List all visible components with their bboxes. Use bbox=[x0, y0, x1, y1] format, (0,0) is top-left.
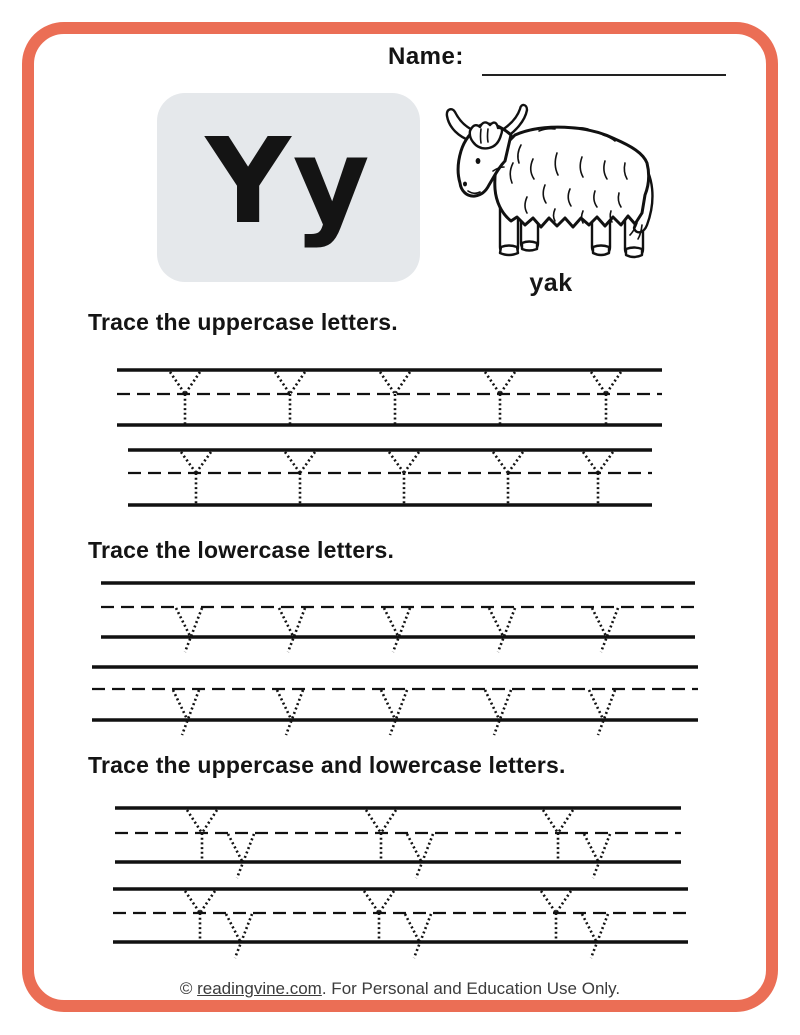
trace-row-lowercase-2 bbox=[90, 659, 700, 741]
name-label: Name: bbox=[388, 43, 464, 70]
name-write-line bbox=[482, 74, 726, 76]
trace-row-uppercase-2 bbox=[126, 442, 654, 513]
yak-caption: yak bbox=[529, 269, 573, 297]
trace-row-lowercase-1 bbox=[99, 575, 697, 658]
footer-copyright: © bbox=[179, 979, 198, 998]
letter-card bbox=[157, 93, 420, 282]
name-row bbox=[388, 43, 464, 79]
yak-nostril bbox=[463, 182, 467, 187]
trace-row-mixed-2 bbox=[111, 881, 690, 964]
section-heading-lowercase: Trace the lowercase letters. bbox=[88, 537, 395, 563]
letter-card-text: Yy bbox=[205, 111, 372, 250]
trace-row-mixed-1 bbox=[113, 800, 683, 884]
section-heading-mixed: Trace the uppercase and lowercase letters. bbox=[88, 752, 566, 778]
footer-link[interactable]: readingvine.com bbox=[197, 979, 322, 998]
footer-credit bbox=[0, 979, 800, 999]
trace-row-uppercase-1 bbox=[115, 362, 664, 433]
yak-forelock bbox=[470, 122, 502, 148]
yak-figure bbox=[437, 101, 665, 301]
yak-illustration bbox=[437, 101, 665, 269]
yak-eye bbox=[476, 158, 481, 164]
footer-suffix: . For Personal and Education Use Only. bbox=[321, 979, 621, 998]
section-heading-uppercase: Trace the uppercase letters. bbox=[88, 309, 398, 335]
